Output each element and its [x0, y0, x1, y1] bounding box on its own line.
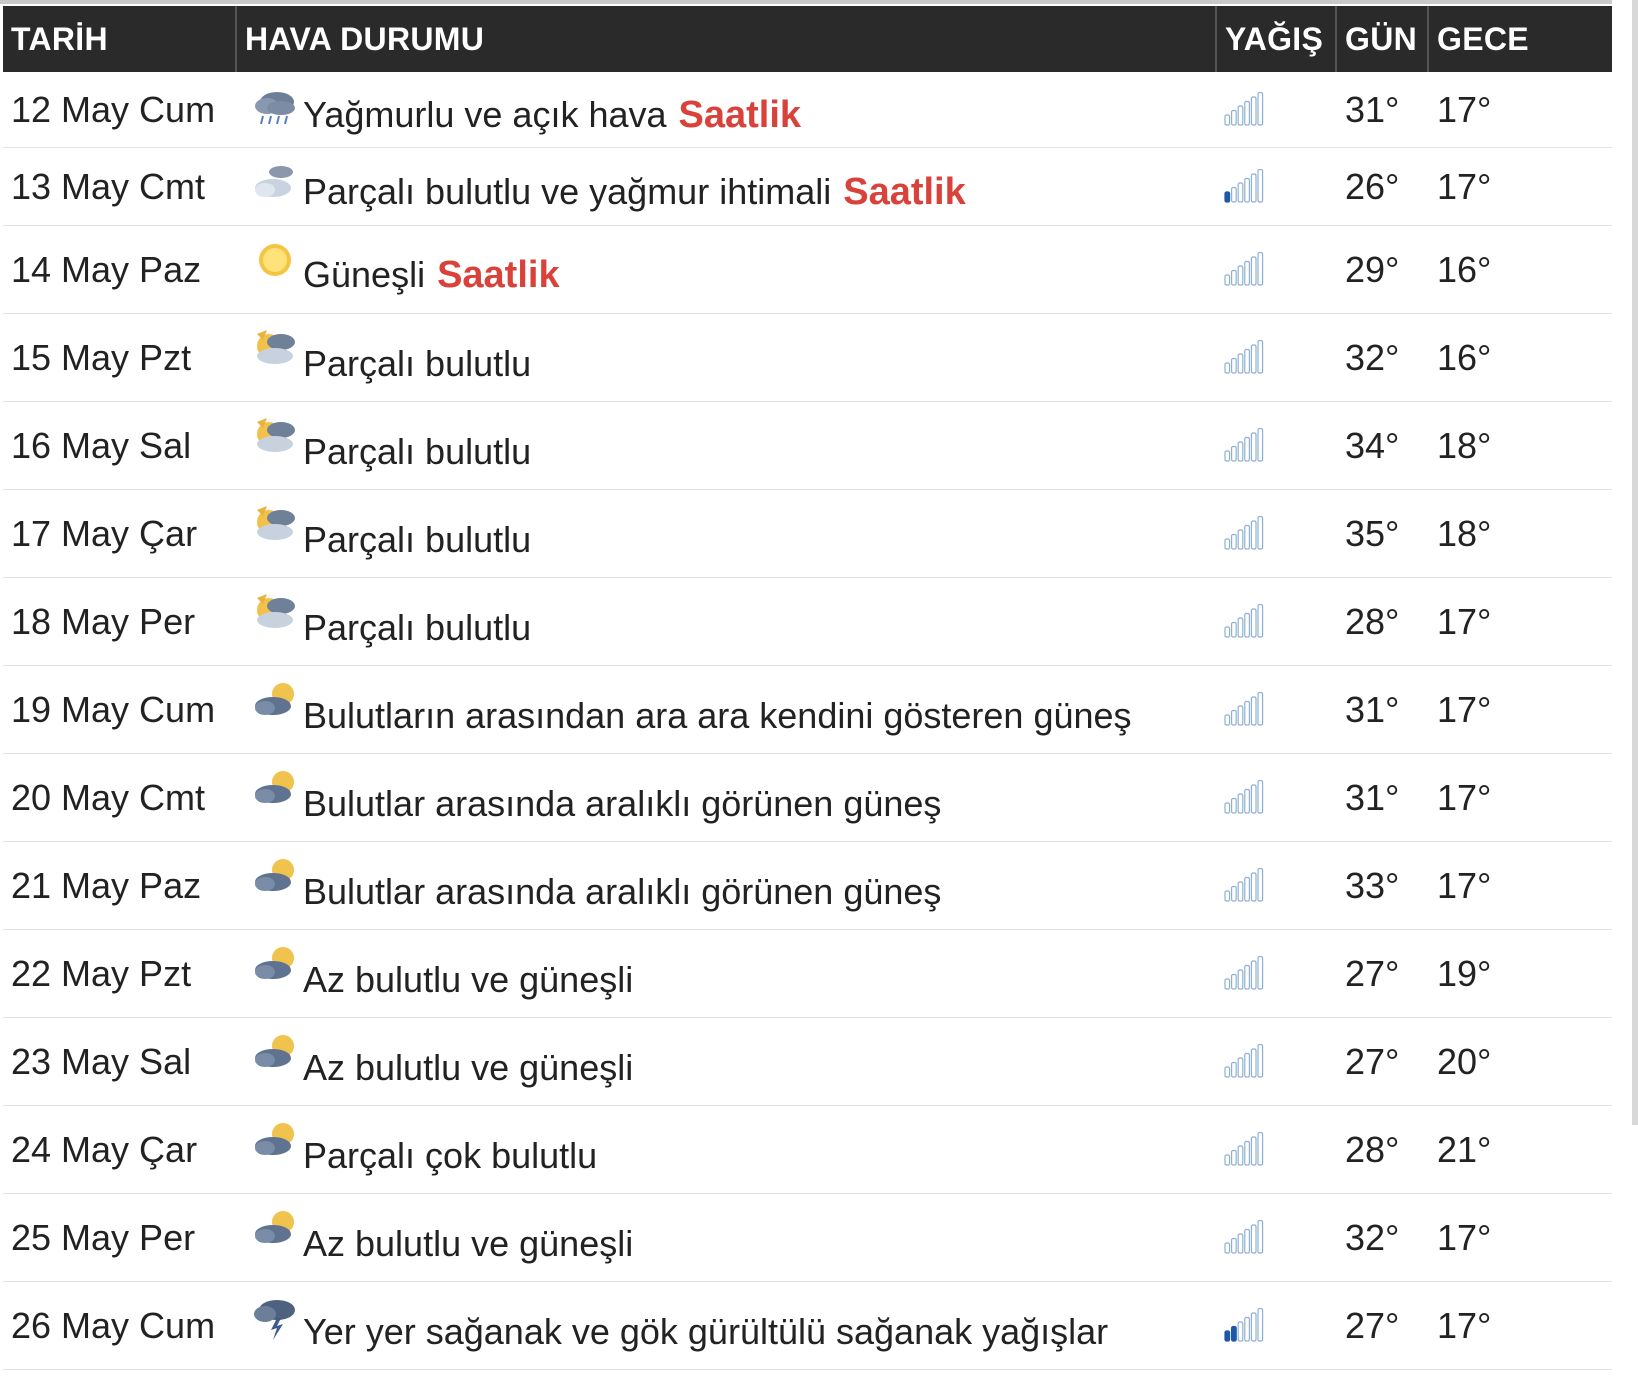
condition-text: Bulutlar arasında aralıklı görünen güneş	[303, 782, 942, 824]
condition-text: Bulutlar arasında aralıklı görünen güneş	[303, 870, 942, 912]
condition-cell	[237, 72, 1217, 148]
condition-cell	[237, 1282, 1217, 1370]
rain-cell	[1217, 72, 1337, 148]
cloud-sun-icon	[251, 1032, 299, 1076]
condition-text: Güneşli	[303, 254, 426, 295]
rain-cell	[1217, 930, 1337, 1018]
condition-text: Parçalı bulutlu	[303, 342, 532, 384]
header-rain[interactable]: YAĞIŞ	[1217, 6, 1337, 72]
forecast-row	[3, 1194, 1612, 1282]
night-temp: 17°	[1429, 1282, 1612, 1370]
forecast-row	[3, 754, 1612, 842]
sun-icon	[251, 240, 299, 284]
rain-cell	[1217, 754, 1337, 842]
condition-text: Bulutların arasından ara ara kendini gösteren güneş	[303, 694, 1132, 736]
hourly-link[interactable]: Saatlik	[843, 171, 966, 213]
cloud-sun-icon	[251, 1120, 299, 1164]
day-temp: 32°	[1337, 314, 1429, 402]
day-temp: 33°	[1337, 842, 1429, 930]
condition-text: Parçalı bulutlu ve yağmur ihtimali	[303, 171, 832, 212]
header-day-temp[interactable]: GÜN	[1337, 6, 1429, 72]
night-temp: 18°	[1429, 490, 1612, 578]
hourly-link[interactable]: Saatlik	[437, 254, 560, 296]
rain-cloud-icon	[251, 86, 299, 130]
precipitation-bars-icon	[1223, 169, 1265, 203]
condition-text: Az bulutlu ve güneşli	[303, 958, 634, 1000]
forecast-row	[3, 1106, 1612, 1194]
night-temp: 18°	[1429, 402, 1612, 490]
forecast-row	[3, 666, 1612, 754]
day-temp: 29°	[1337, 226, 1429, 314]
precipitation-bars-icon	[1223, 956, 1265, 990]
night-temp: 17°	[1429, 1194, 1612, 1282]
date-cell: 15 May Pzt	[3, 314, 237, 402]
partly-cloudy-icon	[251, 328, 299, 372]
cloud-sun-icon	[251, 680, 299, 724]
precipitation-bars-icon	[1223, 92, 1265, 126]
forecast-row	[3, 490, 1612, 578]
night-temp: 16°	[1429, 226, 1612, 314]
date-cell: 14 May Paz	[3, 226, 237, 314]
night-temp: 17°	[1429, 842, 1612, 930]
date-cell: 22 May Pzt	[3, 930, 237, 1018]
precipitation-bars-icon	[1223, 340, 1265, 374]
rain-cell	[1217, 666, 1337, 754]
night-temp: 17°	[1429, 578, 1612, 666]
day-temp: 27°	[1337, 930, 1429, 1018]
forecast-row	[3, 842, 1612, 930]
night-temp: 20°	[1429, 1018, 1612, 1106]
forecast-row	[3, 402, 1612, 490]
precipitation-bars-icon	[1223, 1220, 1265, 1254]
date-cell: 19 May Cum	[3, 666, 237, 754]
condition-cell	[237, 1194, 1217, 1282]
condition-cell	[237, 490, 1217, 578]
forecast-table	[3, 6, 1612, 1370]
date-cell: 25 May Per	[3, 1194, 237, 1282]
date-cell: 26 May Cum	[3, 1282, 237, 1370]
header-night-temp[interactable]: GECE	[1429, 6, 1612, 72]
date-cell: 17 May Çar	[3, 490, 237, 578]
forecast-row	[3, 148, 1612, 226]
forecast-row	[3, 578, 1612, 666]
hourly-link[interactable]: Saatlik	[678, 94, 802, 136]
condition-cell	[237, 842, 1217, 930]
condition-cell	[237, 1106, 1217, 1194]
precipitation-bars-icon	[1223, 1132, 1265, 1166]
forecast-row	[3, 1018, 1612, 1106]
condition-cell	[237, 226, 1217, 314]
forecast-row	[3, 314, 1612, 402]
day-temp: 34°	[1337, 402, 1429, 490]
day-temp: 27°	[1337, 1018, 1429, 1106]
rain-cell	[1217, 226, 1337, 314]
precipitation-bars-icon	[1223, 1044, 1265, 1078]
date-cell: 20 May Cmt	[3, 754, 237, 842]
rain-cell	[1217, 402, 1337, 490]
condition-text: Yer yer sağanak ve gök gürültülü sağanak yağışlar	[303, 1310, 1109, 1352]
condition-cell	[237, 578, 1217, 666]
day-temp: 35°	[1337, 490, 1429, 578]
precipitation-bars-icon	[1223, 516, 1265, 550]
thunderstorm-icon	[251, 1296, 299, 1340]
rain-cell	[1217, 578, 1337, 666]
day-temp: 28°	[1337, 1106, 1429, 1194]
night-temp: 17°	[1429, 148, 1612, 226]
condition-text: Parçalı bulutlu	[303, 606, 532, 648]
day-temp: 27°	[1337, 1282, 1429, 1370]
date-cell: 13 May Cmt	[3, 148, 237, 226]
precipitation-bars-icon	[1223, 604, 1265, 638]
scrollbar[interactable]	[1632, 0, 1638, 1125]
precipitation-bars-icon	[1223, 868, 1265, 902]
forecast-row	[3, 930, 1612, 1018]
rain-cell	[1217, 842, 1337, 930]
night-temp: 16°	[1429, 314, 1612, 402]
day-temp: 31°	[1337, 666, 1429, 754]
partly-cloudy-icon	[251, 504, 299, 548]
header-row	[3, 6, 1612, 72]
day-temp: 31°	[1337, 72, 1429, 148]
condition-cell	[237, 1018, 1217, 1106]
condition-cell	[237, 666, 1217, 754]
condition-cell	[237, 402, 1217, 490]
condition-text: Parçalı çok bulutlu	[303, 1134, 598, 1176]
night-temp: 17°	[1429, 754, 1612, 842]
date-cell: 24 May Çar	[3, 1106, 237, 1194]
precipitation-bars-icon	[1223, 780, 1265, 814]
precipitation-bars-icon	[1223, 1308, 1265, 1342]
header-date[interactable]: TARİH	[3, 6, 237, 72]
cloud-sun-icon	[251, 1208, 299, 1252]
header-condition[interactable]: HAVA DURUMU	[237, 6, 1217, 72]
rain-cell	[1217, 1106, 1337, 1194]
condition-text: Az bulutlu ve güneşli	[303, 1222, 634, 1264]
condition-text: Parçalı bulutlu	[303, 518, 532, 560]
rain-cell	[1217, 314, 1337, 402]
date-cell: 23 May Sal	[3, 1018, 237, 1106]
precipitation-bars-icon	[1223, 428, 1265, 462]
condition-cell	[237, 754, 1217, 842]
night-temp: 17°	[1429, 72, 1612, 148]
day-temp: 32°	[1337, 1194, 1429, 1282]
cloud-sun-icon	[251, 856, 299, 900]
forecast-row	[3, 72, 1612, 148]
condition-cell	[237, 930, 1217, 1018]
condition-cell	[237, 314, 1217, 402]
rain-cell	[1217, 1282, 1337, 1370]
date-cell: 16 May Sal	[3, 402, 237, 490]
precipitation-bars-icon	[1223, 692, 1265, 726]
forecast-row	[3, 1282, 1612, 1370]
day-temp: 26°	[1337, 148, 1429, 226]
day-temp: 28°	[1337, 578, 1429, 666]
condition-cell	[237, 148, 1217, 226]
light-rain-cloud-icon	[251, 162, 299, 206]
condition-text: Az bulutlu ve güneşli	[303, 1046, 634, 1088]
condition-text: Yağmurlu ve açık hava	[303, 94, 667, 135]
cloud-sun-icon	[251, 768, 299, 812]
date-cell: 12 May Cum	[3, 72, 237, 148]
precipitation-bars-icon	[1223, 252, 1265, 286]
date-cell: 18 May Per	[3, 578, 237, 666]
rain-cell	[1217, 490, 1337, 578]
rain-cell	[1217, 148, 1337, 226]
top-border	[0, 0, 1612, 4]
cloud-sun-icon	[251, 944, 299, 988]
partly-cloudy-icon	[251, 592, 299, 636]
rain-cell	[1217, 1194, 1337, 1282]
night-temp: 17°	[1429, 666, 1612, 754]
partly-cloudy-icon	[251, 416, 299, 460]
night-temp: 19°	[1429, 930, 1612, 1018]
night-temp: 21°	[1429, 1106, 1612, 1194]
forecast-row	[3, 226, 1612, 314]
date-cell: 21 May Paz	[3, 842, 237, 930]
condition-text: Parçalı bulutlu	[303, 430, 532, 472]
day-temp: 31°	[1337, 754, 1429, 842]
rain-cell	[1217, 1018, 1337, 1106]
